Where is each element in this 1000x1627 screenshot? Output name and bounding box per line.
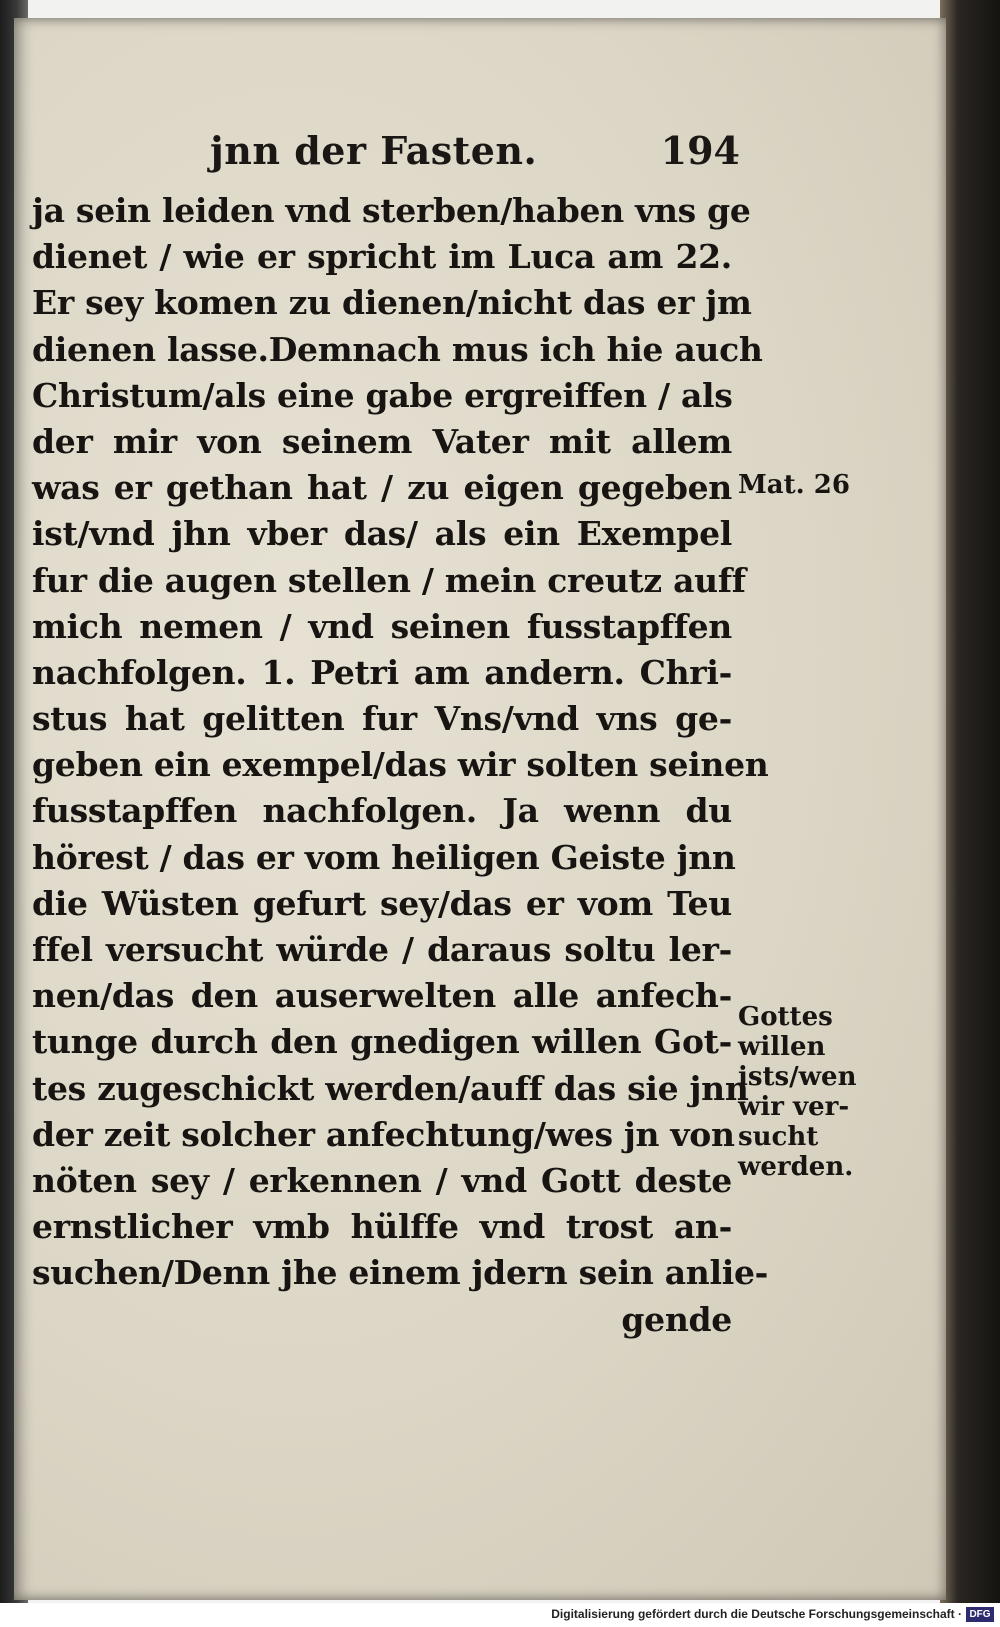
- text-line: stus hat gelitten fur Vns/vnd vns ge-: [32, 699, 732, 739]
- text-line: mich nemen / vnd seinen fusstapffen: [32, 606, 732, 646]
- page-header: [210, 128, 740, 188]
- text-line: dienen lasse.Demnach mus ich hie auch: [32, 329, 763, 369]
- page-number: 194: [660, 128, 740, 173]
- text-line: dienet / wie er spricht im Luca am 22.: [32, 237, 732, 277]
- margin-note-line: sucht: [738, 1122, 819, 1152]
- text-line: fur die augen stellen / mein creutz auff: [32, 560, 746, 600]
- text-line: ist/vnd jhn vber das/ als ein Exempel: [32, 514, 732, 554]
- margin-note-gloss: [738, 1002, 898, 1182]
- dfg-logo: DFG: [966, 1607, 994, 1622]
- text-line: Er sey komen zu dienen/nicht das er jm: [32, 283, 752, 323]
- text-line: suchen/Denn jhe einem jdern sein anlie-: [32, 1253, 769, 1293]
- body-text: [32, 188, 769, 1343]
- text-line: Christum/als eine gabe ergreiffen / als: [32, 375, 733, 415]
- footer-credit: Digitalisierung gefördert durch die Deutsche Forschungsgemeinschaft ·: [551, 1607, 962, 1621]
- book-edge: [940, 0, 1000, 1627]
- text-line: hörest / das er vom heiligen Geiste jnn: [32, 837, 736, 877]
- catchword: gende: [621, 1299, 732, 1339]
- text-line: geben ein exempel/das wir solten seinen: [32, 745, 769, 785]
- text-line: tes zugeschickt werden/auff das sie jnn: [32, 1068, 749, 1108]
- text-line: der zeit solcher anfechtung/wes jn von: [32, 1114, 735, 1154]
- text-line: ffel versucht würde / daraus soltu ler-: [32, 930, 732, 969]
- margin-note-reference: [738, 470, 898, 500]
- footer-bar: [0, 1603, 1000, 1627]
- text-line: die Wüsten gefurt sey/das er vom Teu: [32, 883, 732, 923]
- text-line: was er gethan hat / zu eigen gegeben: [32, 468, 732, 508]
- margin-note-line: ists/wen: [738, 1062, 857, 1092]
- running-head: jnn der Fasten.: [210, 128, 538, 173]
- text-line: nachfolgen. 1. Petri am andern. Chri-: [32, 652, 732, 692]
- text-line: fusstapffen nachfolgen. Ja wenn du: [32, 791, 732, 831]
- text-line: ja sein leiden vnd sterben/haben vns ge: [32, 191, 751, 230]
- text-line: ernstlicher vmb hülffe vnd trost an-: [32, 1207, 732, 1247]
- margin-note-line: willen: [738, 1032, 826, 1062]
- text-line: nen/das den auserwelten alle anfech-: [32, 976, 732, 1016]
- text-line: der mir von seinem Vater mit allem: [32, 421, 732, 461]
- margin-note-line: werden.: [738, 1152, 854, 1182]
- text-line: nöten sey / erkennen / vnd Gott deste: [32, 1160, 732, 1200]
- text-line: tunge durch den gnedigen willen Got-: [32, 1022, 732, 1062]
- margin-note-line: Gottes: [738, 1002, 833, 1032]
- margin-note-line: wir ver-: [738, 1092, 850, 1122]
- margin-note-line: Mat. 26: [738, 470, 850, 500]
